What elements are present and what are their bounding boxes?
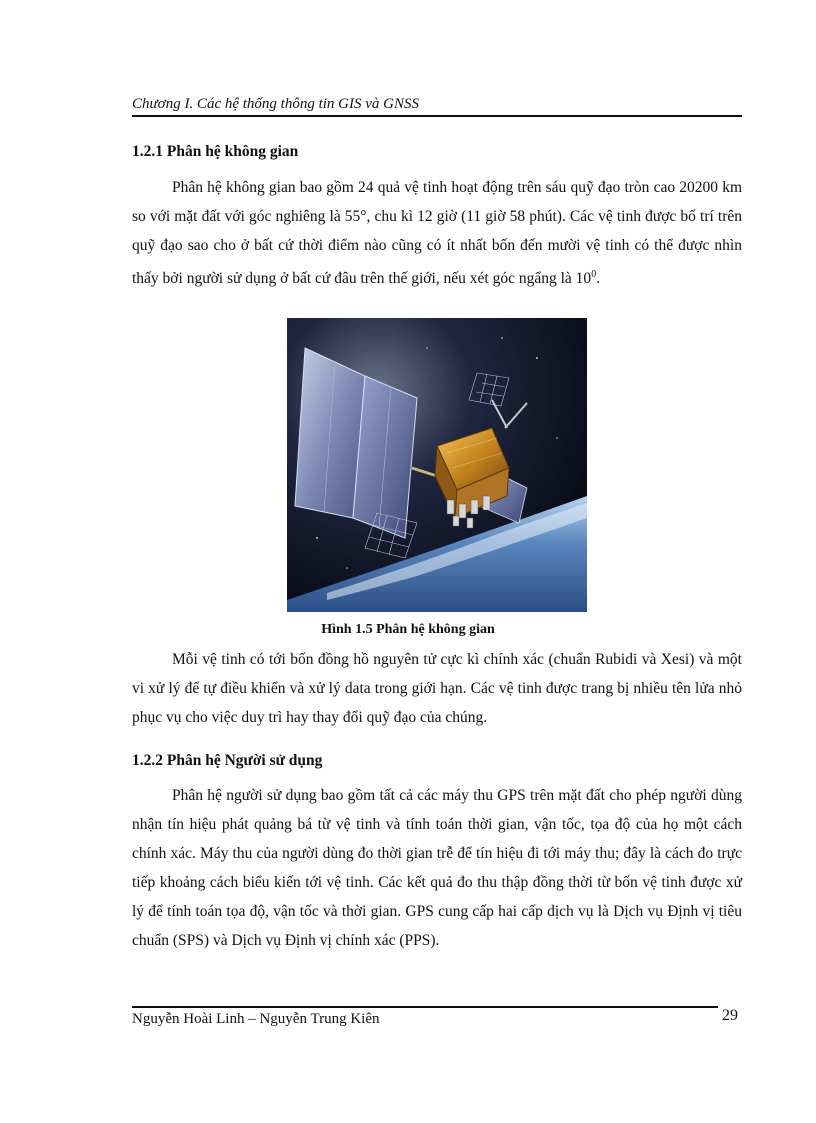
satellite-figure — [287, 318, 587, 612]
page-number: 29 — [722, 1007, 738, 1024]
paragraph-space-segment — [132, 173, 742, 293]
figure-caption: Hình 1.5 Phân hệ không gian — [321, 622, 495, 637]
degree-superscript: 0 — [591, 269, 597, 280]
paragraph-text: Phân hệ không gian bao gồm 24 quả vệ tinh hoạt động trên sáu quỹ đạo tròn cao 20200 km so với mặt đất với góc nghiêng là 55°, chu kì 12 giờ (11 giờ 58 phút). Các vệ tinh được bố trí trên quỹ đạo sao cho ở bất cứ thời điểm nào cũng có ít nhất bốn đến mười vệ tinh có thể được nhìn thấy bởi người sử dụng ở bất cứ đâu trên thế giới, nếu xét góc ngẩng là 10 — [132, 179, 742, 288]
running-header: Chương I. Các hệ thống thông tin GIS và GNSS — [132, 96, 742, 117]
paragraph-end: . — [596, 270, 601, 288]
section-heading-user-segment: 1.2.2 Phân hệ Người sử dụng — [132, 752, 323, 769]
satellite-illustration — [287, 318, 587, 612]
footer-authors: Nguyễn Hoài Linh – Nguyễn Trung Kiên — [132, 1011, 380, 1027]
paragraph-atomic-clocks: Mỗi vệ tinh có tới bốn đồng hồ nguyên tử cực kì chính xác (chuẩn Rubidi và Xesi) và một vi xử lý để tự điều khiển và xử lý data trong giới hạn. Các vệ tinh được trang bị nhiều tên lửa nhỏ phục vụ cho việc duy trì hay thay đổi quỹ đạo của chúng. — [132, 651, 742, 726]
section-heading-space-segment: 1.2.1 Phân hệ không gian — [132, 143, 299, 160]
paragraph-user-segment: Phân hệ người sử dụng bao gồm tất cả các máy thu GPS trên mặt đất cho phép người dùng nhận tín hiệu phát quảng bá từ vệ tinh và tính toán thời gian, vận tốc, tọa độ của họ một cách chính xác. Máy thu của người dùng đo thời gian trễ để tín hiệu đi tới máy thu; đây là cách đo trực tiếp khoảng cách biểu kiến tới vệ tinh. Các kết quả đo thu thập đồng thời từ bốn vệ tinh được xử lý để tính toán tọa độ, vận tốc và thời gian. GPS cung cấp hai cấp dịch vụ là Dịch vụ Định vị tiêu chuẩn (SPS) và Dịch vụ Định vị chính xác (PPS). — [132, 787, 742, 949]
footer-divider — [132, 1006, 718, 1008]
